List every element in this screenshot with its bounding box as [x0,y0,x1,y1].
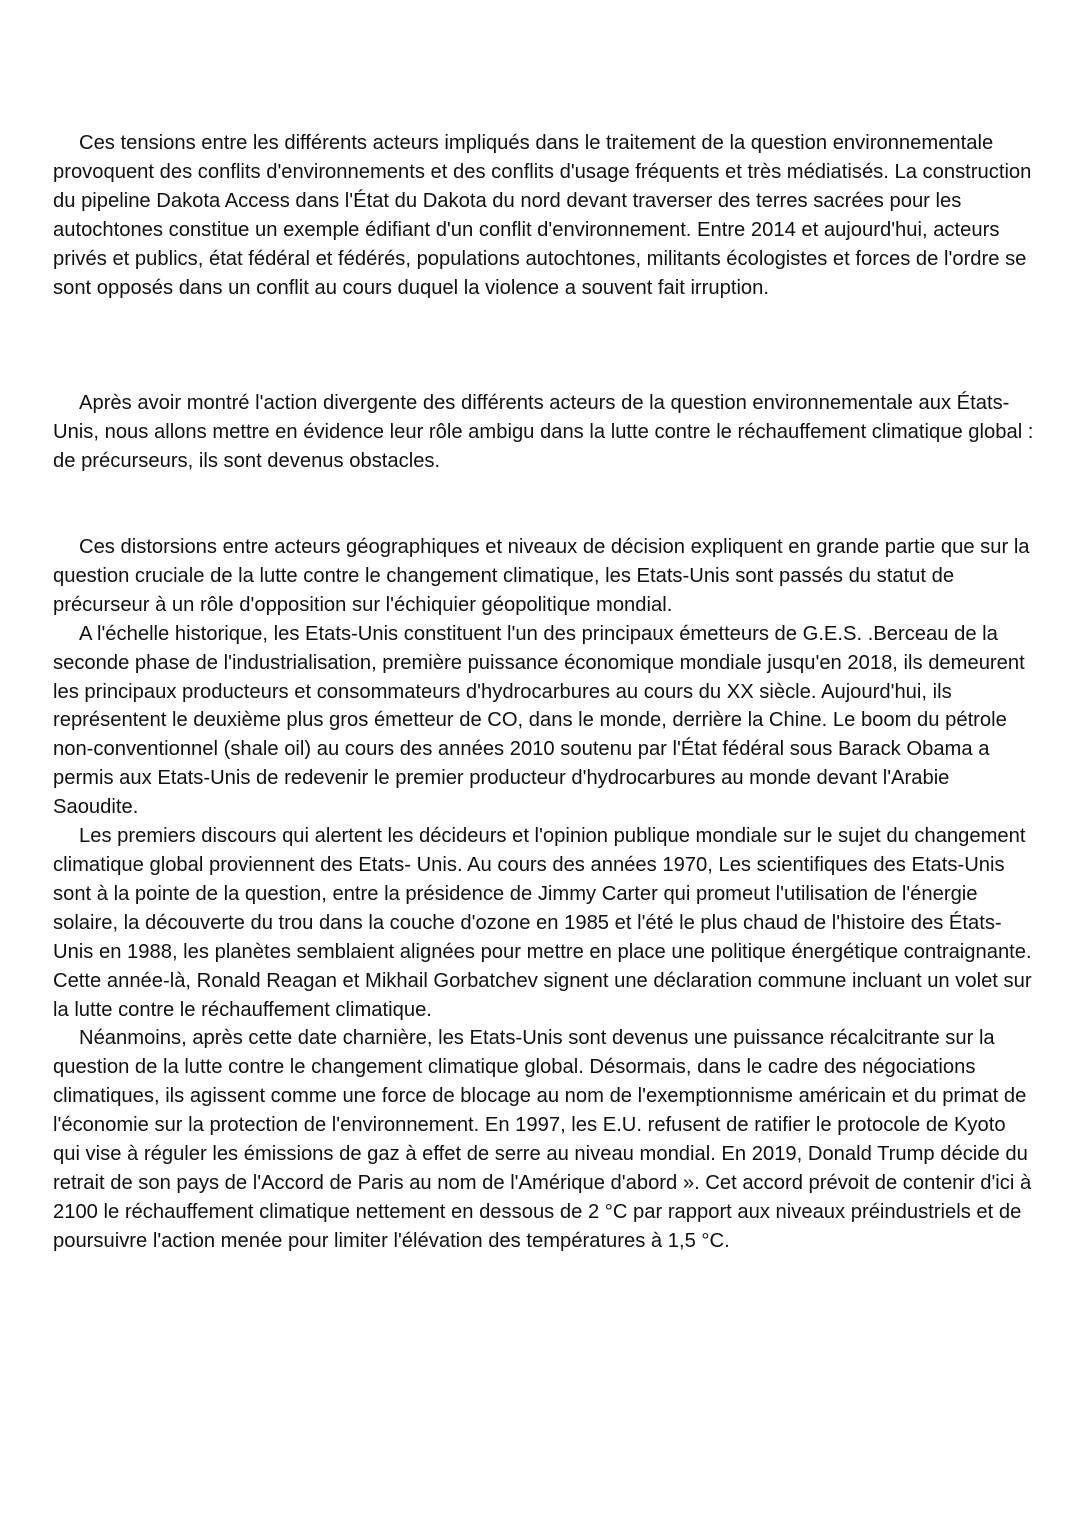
paragraph: Après avoir montré l'action divergente des différents acteurs de la question environnementale aux États-Unis, nous allons mettre en évidence leur rôle ambigu dans la lutte contre le réchauffement climatique global : de précurseurs, ils sont devenus obstacles. [53,392,1034,472]
paragraph: Les premiers discours qui alertent les décideurs et l'opinion publique mondiale sur le sujet du changement climatique global proviennent des Etats- Unis. Au cours des années 1970, Les scientifiques des Etats-Unis sont à la pointe de la question, entre la présidence de Jimmy Carter qui promeut l'utilisation de l'énergie solaire, la découverte du trou dans la couche d'ozone en 1985 et l'été le plus chaud de l'histoire des États-Unis en 1988, les planètes semblaient alignées pour mettre en place une politique énergétique contraignante. Cette année-là, Ronald Reagan et Mikhail Gorbatchev signent une déclaration commune incluant un volet sur la lutte contre le réchauffement climatique. [53,825,1032,1021]
paragraph: Néanmoins, après cette date charnière, les Etats-Unis sont devenus une puissance récalcitrante sur la question de la lutte contre le changement climatique global. Désormais, dans le cadre des négociations climatiques, ils agissent comme une force de blocage au nom de l'exemptionnisme américain et du primat de l'économie sur la protection de l'environnement. En 1997, les E.U. refusent de ratifier le protocole de Kyoto qui vise à réguler les émissions de gaz à effet de serre au niveau mondial. En 2019, Donald Trump décide du retrait de son pays de l'Accord de Paris au nom de l'Amérique d'abord ». Cet accord prévoit de contenir d'ici à 2100 le réchauffement climatique nettement en dessous de 2 °C par rapport aux niveaux préindustriels et de poursuivre l'action menée pour limiter l'élévation des températures à 1,5 °C. [53,1027,1032,1252]
paragraph: Ces distorsions entre acteurs géographiques et niveaux de décision expliquent en grande partie que sur la question cruciale de la lutte contre le changement climatique, les Etats-Unis sont passés du statut de précurseur à un rôle d'opposition sur l'échiquier géopolitique mondial. [53,536,1030,616]
section-pipeline-conflict [53,129,1038,302]
paragraph: A l'échelle historique, les Etats-Unis constituent l'un des principaux émetteurs de G.E.S. .Berceau de la seconde phase de l'industrialisation, première puissance économique mondiale jusqu'en 2018, ils demeurent les principaux producteurs et consommateurs d'hydrocarbures au cours du XX siècle. Aujourd'hui, ils représentent le deuxième plus gros émetteur de CO, dans le monde, derrière la Chine. Le boom du pétrole non-conventionnel (shale oil) au cours des années 2010 soutenu par l'État fédéral sous Barack Obama a permis aux Etats-Unis de redevenir le premier producteur d'hydrocarbures au monde devant l'Arabie Saoudite. [53,622,1025,819]
section-transition [53,389,1038,476]
section-climate-role [53,533,1038,1256]
paragraph: Ces tensions entre les différents acteurs impliqués dans le traitement de la question environnementale provoquent des conflits d'environnements et des conflits d'usage fréquents et très médiatisés. La construction du pipeline Dakota Access dans l'État du Dakota du nord devant traverser des terres sacrées pour les autochtones constitue un exemple édifiant d'un conflit d'environnement. Entre 2014 et aujourd'hui, acteurs privés et publics, état fédéral et fédérés, populations autochtones, militants écologistes et forces de l'ordre se sont opposés dans un conflit au cours duquel la violence a souvent fait irruption. [53,132,1032,299]
